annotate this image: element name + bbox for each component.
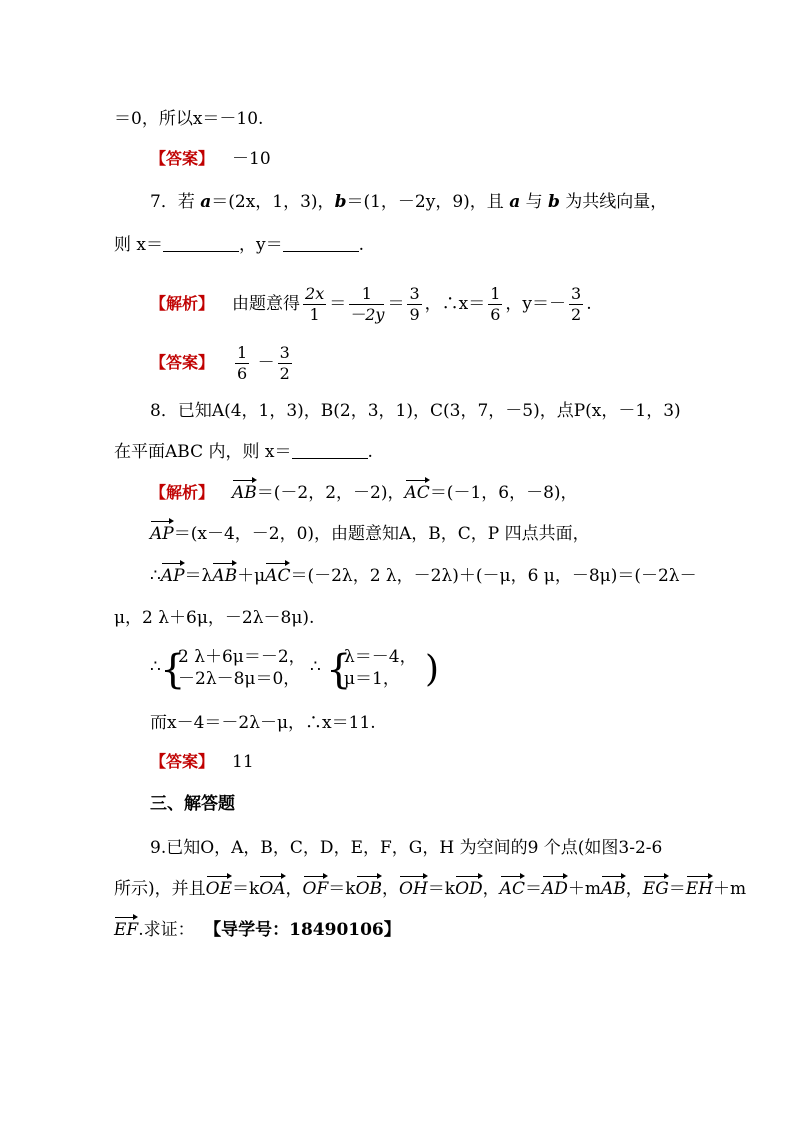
answer-8: 【答案】 11 bbox=[150, 752, 254, 772]
question-9-line2: 所示)，并且OE＝kOA，OF＝kOB，OH＝kOD，AC＝AD＋mAB，EG＝EH＋m bbox=[114, 879, 747, 899]
answer-7: 【答案】 $\frac{1}{6}$ － $\frac{3}{2}$ bbox=[150, 343, 290, 383]
blank-y bbox=[283, 235, 359, 252]
solution-8-line3: ∴AP＝λAB＋μAC＝(－2λ，2 λ，－2λ)＋(－μ，6 μ，－8μ)＝(－2λ－ bbox=[150, 566, 697, 586]
section-heading: 三、解答题 bbox=[150, 794, 235, 814]
left-brace-2: { bbox=[326, 647, 352, 693]
question-8-line2: 在平面ABC 内，则 x＝ . bbox=[114, 442, 373, 462]
answer-6: 【答案】 －10 bbox=[150, 149, 271, 169]
question-9-line3: EF.求证： 【导学号：18490106】 bbox=[114, 920, 401, 940]
question-7: 7．若 a＝(2x，1，3)，b＝(1，－2y，9)，且 a 与 b 为共线向量， bbox=[150, 192, 668, 212]
blank-x bbox=[163, 235, 239, 252]
solution-7: 【解析】 由题意得 $\frac{2x}{1}$ ＝ $\frac{1}{-2y}$ ＝ $\frac{3}{9}$ ，∴x＝ $\frac{1}{6}$ ，y＝－ $\frac{3}{2}$ . bbox=[150, 284, 592, 324]
analysis-label: 【解析】 bbox=[150, 294, 215, 313]
solution-8-line1: 【解析】 AB＝(－2，2，－2)，AC＝(－1，6，－8)， bbox=[150, 483, 578, 503]
question-9: 9.已知O，A，B，C，D，E，F，G，H 为空间的9 个点(如图3-2-6 bbox=[150, 838, 663, 858]
solution-8-conclusion: 而x－4＝－2λ－μ，∴x＝11. bbox=[150, 713, 376, 733]
question-8: 8．已知A(4，1，3)，B(2，3，1)，C(3，7，－5)，点P(x，－1，3) bbox=[150, 401, 681, 421]
answer-label: 【答案】 bbox=[150, 149, 215, 168]
guide-number: 【导学号：18490106】 bbox=[212, 920, 401, 940]
solution-8-line4: μ，2 λ＋6μ，－2λ－8μ). bbox=[114, 608, 315, 628]
prev-solution-end: ＝0，所以x＝－10. bbox=[114, 109, 264, 129]
left-brace-1: { bbox=[160, 647, 186, 693]
question-7-blanks: 则 x＝ ，y＝ . bbox=[114, 235, 365, 255]
solution-8-line2: AP＝(x－4，－2，0)，由题意知A，B，C，P 四点共面， bbox=[150, 524, 590, 544]
right-paren: ) bbox=[425, 649, 440, 690]
blank-x8 bbox=[292, 442, 368, 459]
